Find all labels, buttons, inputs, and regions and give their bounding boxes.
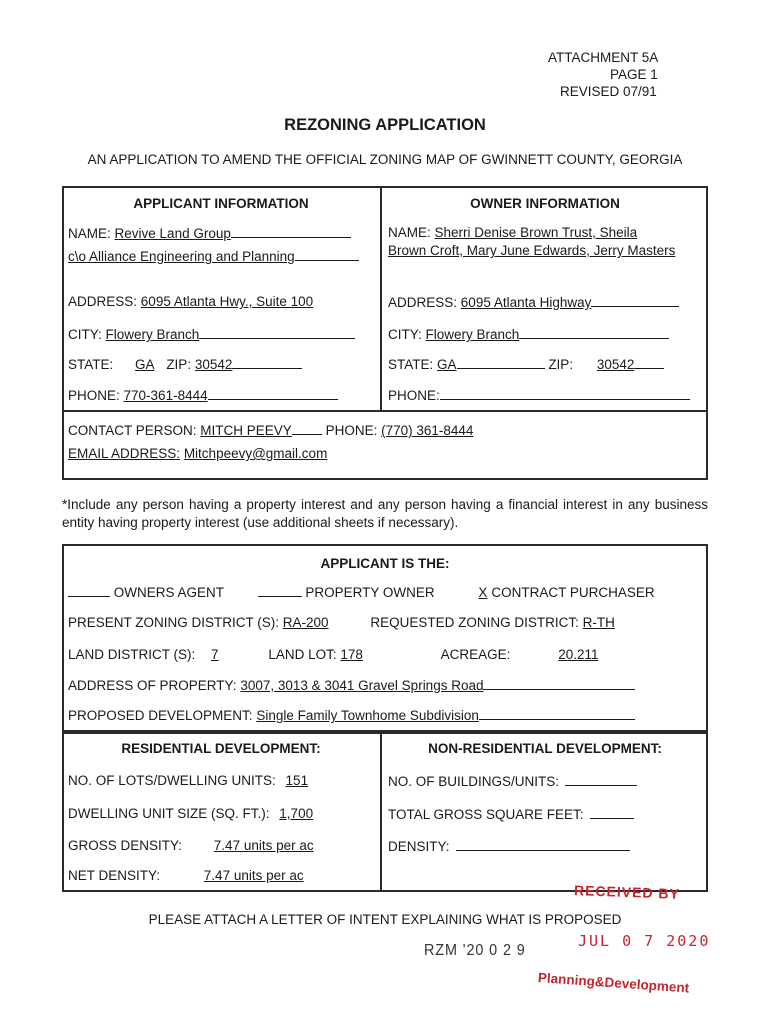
applicant-phone: PHONE: 770-361-8444 [68,387,338,403]
received-stamp: RECEIVED BY [573,882,681,902]
letter-of-intent-note: PLEASE ATTACH A LETTER OF INTENT EXPLAINING WHAT IS PROPOSED [148,912,622,927]
land-info: LAND DISTRICT (S): 7 LAND LOT: 178 ACREAGE: 20.211 [68,647,599,662]
zoning-districts: PRESENT ZONING DISTRICT (S): RA-200 REQUESTED ZONING DISTRICT: R-TH [68,615,615,630]
case-number: RZM '20 0 2 9 [424,942,526,959]
residential-lots: NO. OF LOTS/DWELLING UNITS: 151 [68,773,309,788]
property-box [62,544,708,732]
info-divider [380,186,382,410]
owner-state-zip: STATE: GA ZIP: 30542 [388,356,664,372]
owner-phone: PHONE: [388,387,690,403]
contact-email: EMAIL ADDRESS: Mitchpeevy@gmail.com [68,446,328,461]
applicant-name: NAME: Revive Land Group [68,225,351,241]
residential-net-density: NET DENSITY: 7.47 units per ac [68,868,304,883]
owner-name: NAME: Sherri Denise Brown Trust, Sheila [388,225,638,240]
nonresidential-heading: NON-RESIDENTIAL DEVELOPMENT: [428,741,662,756]
contact-divider [62,410,708,412]
applicant-name-line2: c\o Alliance Engineering and Planning [68,248,359,264]
page-label: PAGE 1 [610,67,658,82]
owner-city: CITY: Flowery Branch [388,326,669,342]
received-date-stamp: JUL 0 7 2020 [578,932,711,950]
residential-heading: RESIDENTIAL DEVELOPMENT: [121,741,321,756]
applicant-heading: APPLICANT INFORMATION [133,196,309,211]
residential-gross-density: GROSS DENSITY: 7.47 units per ac [68,838,314,853]
contact-person: CONTACT PERSON: MITCH PEEVY PHONE: (770) 361-8444 [68,423,474,438]
proposed-development: PROPOSED DEVELOPMENT: Single Family Townhome Subdivision [68,707,635,723]
attachment-label: ATTACHMENT 5A [548,50,659,65]
applicant-city: CITY: Flowery Branch [68,326,355,342]
applicant-is-heading: APPLICANT IS THE: [320,556,450,571]
page-title: REZONING APPLICATION [284,116,486,134]
nonres-buildings: NO. OF BUILDINGS/UNITS: [388,773,637,789]
owner-heading: OWNER INFORMATION [470,196,620,211]
applicant-type-options: OWNERS AGENT PROPERTY OWNER X CONTRACT PURCHASER [68,584,655,600]
development-divider [380,732,382,892]
interest-note: *Include any person having a property interest and any person having a financial interest in any business entity having property interest (use additional sheets if necessary). [62,497,708,530]
applicant-state-zip: STATE: GA ZIP: 30542 [68,356,302,372]
revised-label: REVISED 07/91 [560,84,657,99]
applicant-address: ADDRESS: 6095 Atlanta Hwy., Suite 100 [68,294,314,309]
owner-address: ADDRESS: 6095 Atlanta Highway [388,294,679,310]
nonres-sqft: TOTAL GROSS SQUARE FEET: [388,806,634,822]
nonres-density: DENSITY: [388,838,630,854]
owner-name-line2: Brown Croft, Mary June Edwards, Jerry Masters [388,243,676,258]
page-subtitle: AN APPLICATION TO AMEND THE OFFICIAL ZONING MAP OF GWINNETT COUNTY, GEORGIA [87,152,683,167]
property-address: ADDRESS OF PROPERTY: 3007, 3013 & 3041 Gravel Springs Road [68,677,635,693]
residential-unit-size: DWELLING UNIT SIZE (SQ. FT.): 1,700 [68,806,314,821]
department-stamp: Planning&Development [537,970,690,996]
